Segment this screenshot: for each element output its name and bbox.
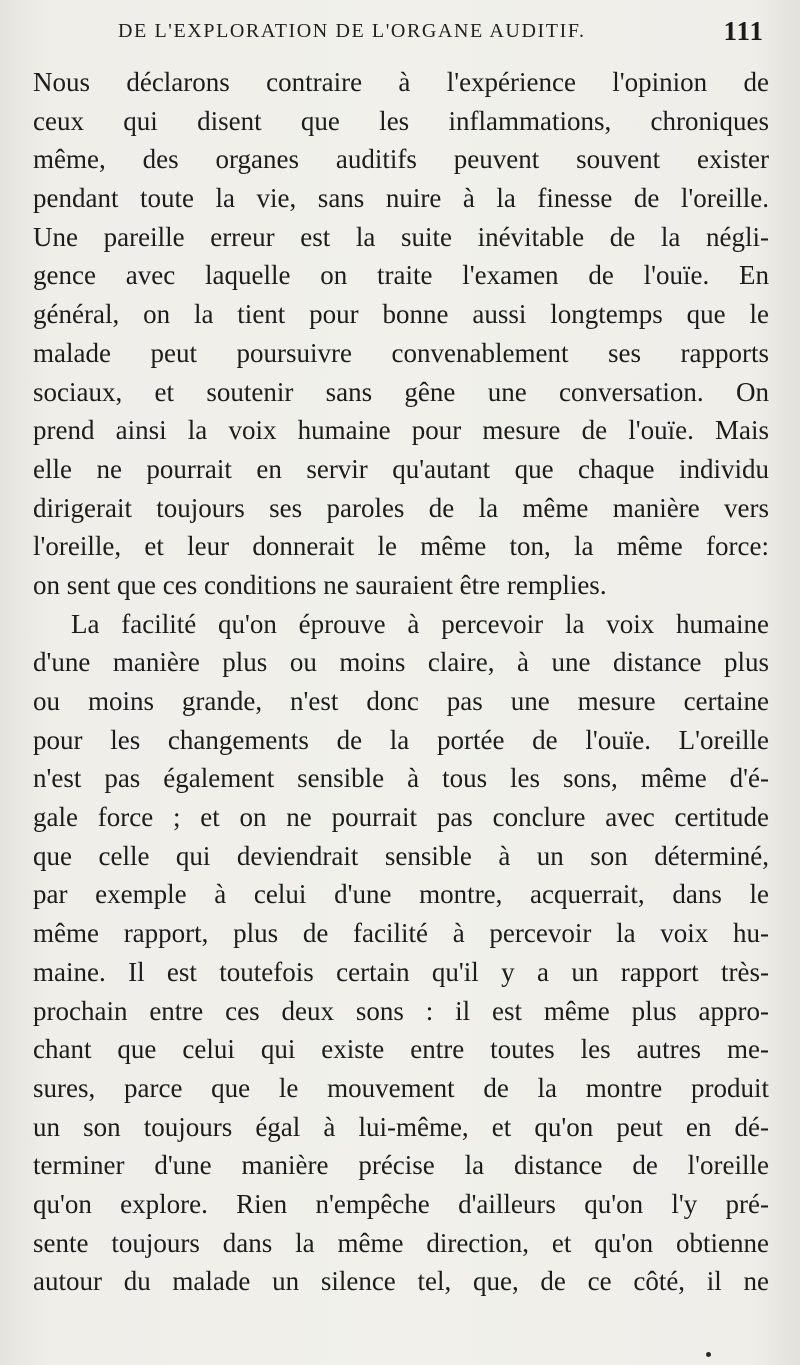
body-text [33,63,769,1301]
text-line: dirigerait toujours ses paroles de la même manière vers [33,492,769,523]
text-line: chant que celui qui existe entre toutes les autres me- [33,1034,769,1065]
text-line: Nous déclarons contraire à l'expérience l'opinion de [33,67,769,97]
running-head-title: DE L'EXPLORATION DE L'ORGANE AUDITIF. [118,20,586,42]
paragraph-start-line: La facilité qu'on éprouve à percevoir la voix humaine [71,608,769,639]
text-line: même rapport, plus de facilité à percevoir la voix hu- [33,918,769,949]
text-line: malade peut poursuivre convenablement ses rapports [33,337,769,368]
text-line: un son toujours égal à lui-même, et qu'on peut en dé- [33,1111,769,1142]
text-line: elle ne pourrait en servir qu'autant que chaque individu [33,453,769,484]
text-line: qu'on explore. Rien n'empêche d'ailleurs qu'on l'y pré- [33,1188,769,1219]
text-line: Une pareille erreur est la suite inévitable de la négli- [33,221,769,252]
text-line: que celle qui deviendrait sensible à un son déterminé, [33,840,769,871]
text-line: pour les changements de la portée de l'ouïe. L'oreille [33,724,769,755]
text-line: sente toujours dans la même direction, et qu'on obtienne [33,1227,769,1258]
text-line: l'oreille, et leur donnerait le même ton, la même force: [33,531,769,562]
text-line: maine. Il est toutefois certain qu'il y a un rapport très- [33,956,769,987]
ink-speck [706,1352,711,1357]
text-line: gale force ; et on ne pourrait pas conclure avec certitude [33,802,769,833]
paragraph-end-line: on sent que ces conditions ne sauraient être remplies. [33,569,607,600]
text-line: n'est pas également sensible à tous les sons, même d'é- [33,763,769,794]
text-line: par exemple à celui d'une montre, acquerrait, dans le [33,879,769,910]
text-line: gence avec laquelle on traite l'examen de l'ouïe. En [33,260,769,291]
text-line: pendant toute la vie, sans nuire à la finesse de l'oreille. [33,183,769,214]
text-line: terminer d'une manière précise la distance de l'oreille [33,1150,769,1181]
running-head [118,18,768,48]
text-line: même, des organes auditifs peuvent souvent exister [33,144,769,175]
text-line: sures, parce que le mouvement de la montre produit [33,1072,769,1103]
text-line: ou moins grande, n'est donc pas une mesure certaine [33,686,769,716]
text-line: d'une manière plus ou moins claire, à une distance plus [33,647,769,678]
text-line: autour du malade un silence tel, que, de ce côté, il ne [33,1266,769,1297]
page-number: 111 [723,16,764,46]
text-line: sociaux, et soutenir sans gêne une conversation. On [33,376,769,407]
text-line: prend ainsi la voix humaine pour mesure de l'ouïe. Mais [33,415,769,446]
text-line: ceux qui disent que les inflammations, chroniques [33,105,769,136]
text-line: prochain entre ces deux sons : il est même plus appro- [33,995,769,1026]
text-line: général, on la tient pour bonne aussi longtemps que le [33,299,769,330]
